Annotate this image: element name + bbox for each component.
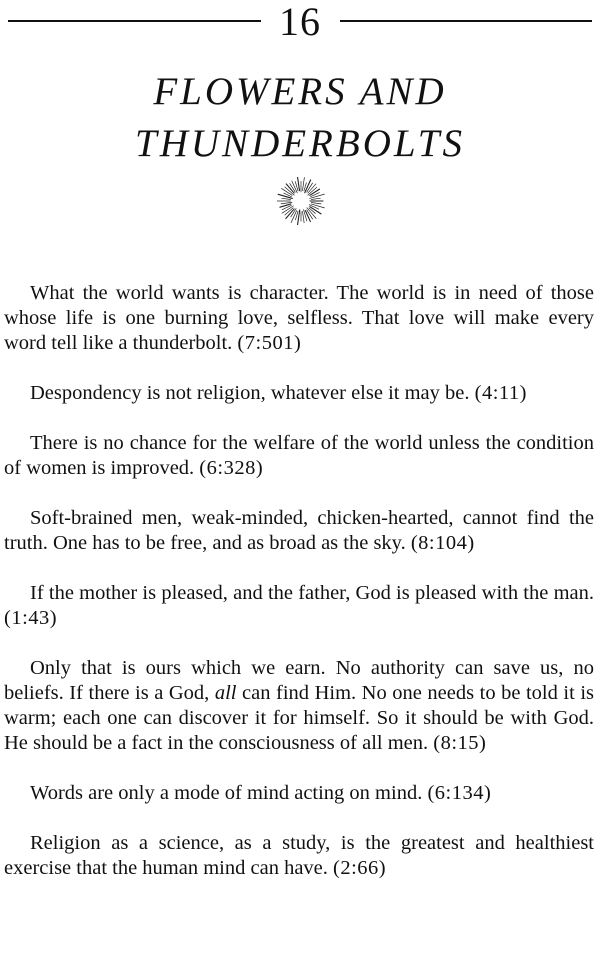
- quote-paragraph: [4, 581, 594, 631]
- quote-reference: (6:134): [427, 782, 492, 804]
- quote-paragraph: [4, 781, 594, 806]
- quote-emphasis: all: [214, 682, 237, 704]
- chapter-title-line-1: FLOWERS AND: [153, 70, 447, 113]
- header-rule-left: [8, 20, 261, 22]
- quote-text: Soft-brained men, weak-minded, chicken-hearted, cannot find the truth. One has to be free, and as broad as the sky.: [4, 507, 594, 554]
- quote-text: Words are only a mode of mind acting on mind.: [30, 782, 423, 804]
- quote-paragraph: [4, 506, 594, 556]
- quote-paragraph: [4, 381, 594, 406]
- quote-paragraph: [4, 281, 594, 356]
- quote-paragraph: [4, 656, 594, 756]
- quote-text: Despondency is not religion, whatever else it may be.: [30, 382, 470, 404]
- quote-reference: (8:104): [410, 532, 475, 554]
- quote-text: There is no chance for the welfare of the world unless the condition of women is improved.: [4, 432, 594, 479]
- quote-text: What the world wants is character. The world is in need of those whose life is one burning love, selfless. That love will make every word tell like a thunderbolt.: [4, 282, 594, 354]
- chapter-number: 16: [279, 0, 321, 44]
- quote-text: Religion as a science, as a study, is the greatest and healthiest exercise that the human mind can have.: [4, 832, 594, 879]
- quote-text: If the mother is pleased, and the father, God is pleased with the man.: [30, 582, 594, 604]
- quote-paragraph: [4, 431, 594, 481]
- quote-reference: (4:11): [474, 382, 527, 404]
- quote-text: Only that is ours which we earn. No authority can save us, no beliefs. If there is a God,: [4, 657, 594, 704]
- quote-paragraph: [4, 831, 594, 881]
- quote-text: can find Him. No one needs to be told it is warm; each one can discover it for himself. So it should be with God. He should be a fact in the consciousness of all men.: [4, 682, 595, 754]
- quote-reference: (6:328): [199, 457, 264, 479]
- sunburst-ornament-icon: [277, 177, 325, 225]
- quote-reference: (7:501): [237, 332, 302, 354]
- quote-reference: (1:43): [4, 607, 58, 629]
- quotes-body: [4, 281, 594, 881]
- chapter-title-line-2: THUNDERBOLTS: [135, 122, 465, 165]
- quote-reference: (8:15): [433, 732, 487, 754]
- chapter-header: [0, 0, 600, 48]
- header-rule-right: [340, 20, 592, 22]
- chapter-title: [0, 66, 600, 170]
- quote-reference: (2:66): [333, 857, 387, 879]
